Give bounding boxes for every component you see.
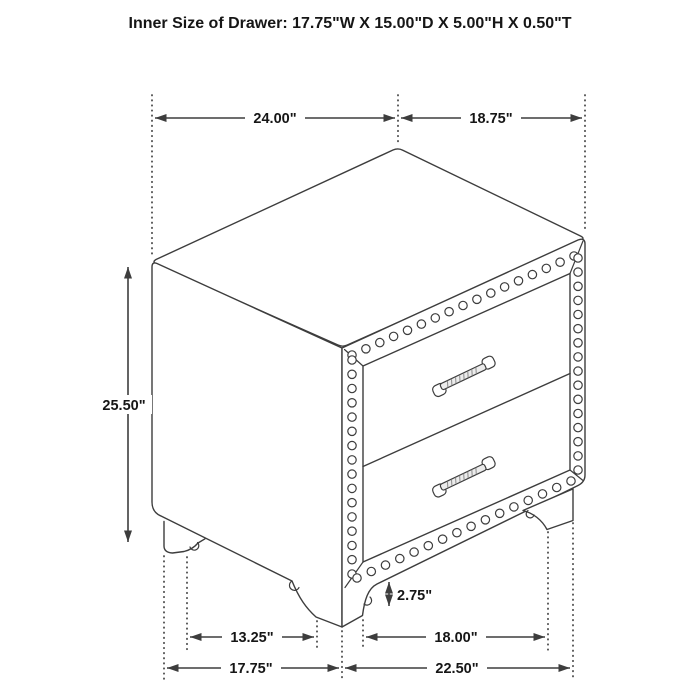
nailhead: [574, 339, 582, 347]
nailhead: [348, 484, 356, 492]
nailhead: [574, 325, 582, 333]
dim-overall-height: [97, 267, 152, 542]
nailhead: [473, 295, 481, 303]
nailhead: [389, 332, 397, 340]
nailhead: [510, 503, 518, 511]
nailhead: [574, 367, 582, 375]
nailhead: [348, 356, 356, 364]
nailhead: [348, 513, 356, 521]
dim-label-base-depth: 17.75": [229, 661, 273, 677]
nailhead: [410, 548, 418, 556]
dim-label-leg-height: 2.75": [397, 588, 433, 604]
nailhead: [348, 384, 356, 392]
nailhead: [417, 320, 425, 328]
dim-label-top-width: 24.00": [253, 111, 297, 127]
nailhead: [496, 509, 504, 517]
nailhead: [348, 441, 356, 449]
nailhead: [574, 310, 582, 318]
nailhead: [487, 289, 495, 297]
nailhead: [438, 535, 446, 543]
nailhead: [574, 296, 582, 304]
nailhead: [445, 308, 453, 316]
nailhead: [524, 496, 532, 504]
nailhead: [424, 542, 432, 550]
nailhead: [459, 301, 467, 309]
nailhead: [574, 254, 582, 262]
dim-label-base-width: 22.50": [435, 661, 479, 677]
nailhead: [574, 438, 582, 446]
nailhead: [453, 529, 461, 537]
nightstand-drawing: [152, 149, 585, 627]
nailhead: [362, 345, 370, 353]
nailhead: [553, 483, 561, 491]
nailhead: [348, 456, 356, 464]
nailhead: [396, 554, 404, 562]
nailhead: [574, 452, 582, 460]
nailhead: [348, 556, 356, 564]
nailhead: [403, 326, 411, 334]
nailhead: [556, 258, 564, 266]
nailhead: [500, 283, 508, 291]
dim-label-top-depth: 18.75": [469, 111, 513, 127]
nailhead: [431, 314, 439, 322]
nailhead: [574, 353, 582, 361]
nailhead: [348, 470, 356, 478]
nailhead: [574, 381, 582, 389]
nailhead: [348, 370, 356, 378]
nailhead: [348, 527, 356, 535]
nailhead: [481, 516, 489, 524]
nailhead: [542, 264, 550, 272]
nailhead: [467, 522, 475, 530]
nailhead: [528, 270, 536, 278]
nailhead: [381, 561, 389, 569]
nailhead: [574, 282, 582, 290]
page-title: Inner Size of Drawer: 17.75"W X 15.00"D X 5.00"H X 0.50"T: [128, 15, 572, 32]
dim-label-side-leg-spacing: 13.25": [230, 630, 274, 646]
dim-label-overall-height: 25.50": [102, 398, 146, 414]
nailhead: [514, 277, 522, 285]
nailhead: [567, 477, 575, 485]
nailhead: [353, 574, 361, 582]
nailhead: [376, 338, 384, 346]
nailhead: [348, 499, 356, 507]
nailhead: [348, 413, 356, 421]
nailhead: [574, 409, 582, 417]
dim-leg-height: [389, 582, 432, 606]
nailhead: [367, 567, 375, 575]
nailhead: [574, 466, 582, 474]
nailhead: [574, 395, 582, 403]
nailhead: [574, 423, 582, 431]
nailhead: [348, 399, 356, 407]
nailhead: [348, 541, 356, 549]
nailhead: [538, 490, 546, 498]
nailhead: [574, 268, 582, 276]
nailhead: [348, 427, 356, 435]
dim-label-front-leg-spacing: 18.00": [434, 630, 478, 646]
